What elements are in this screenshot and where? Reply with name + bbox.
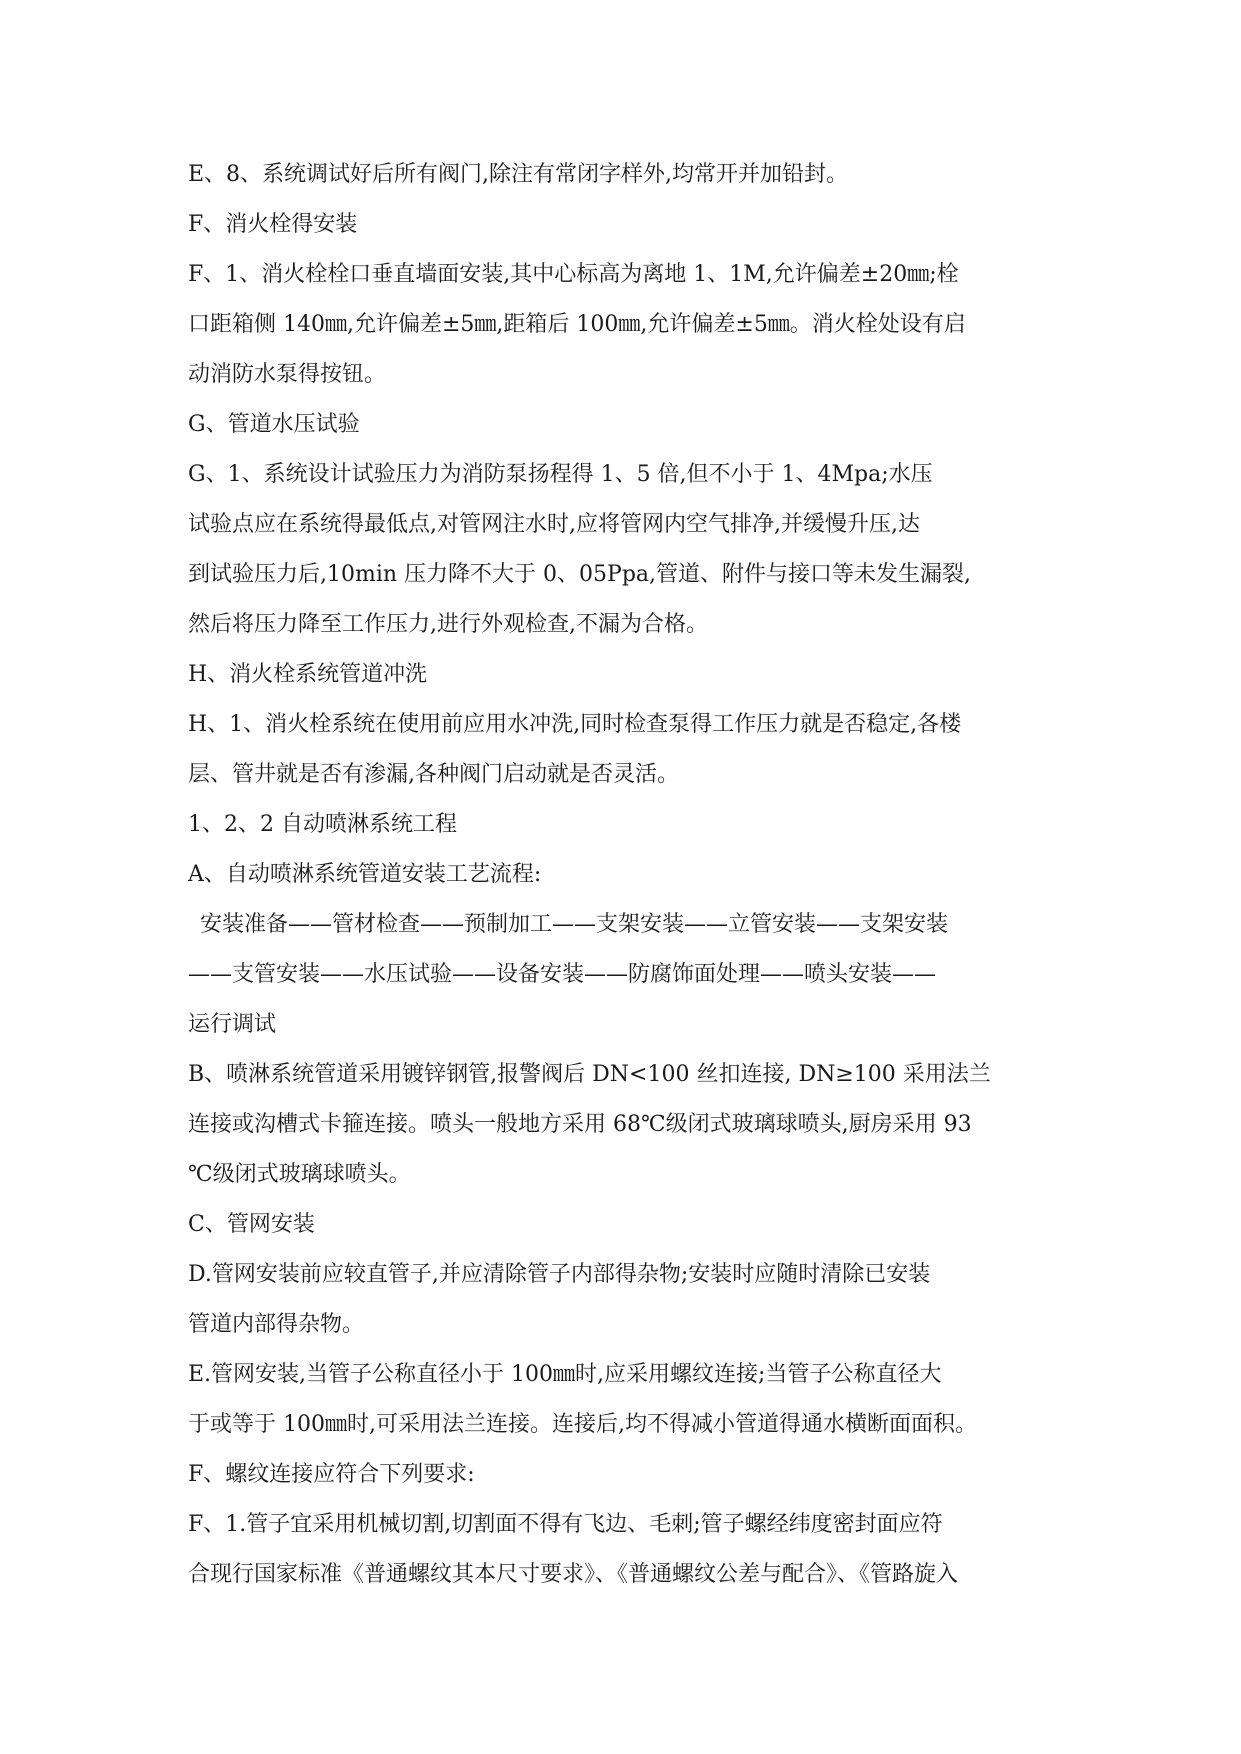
- text-line: G、1、系统设计试验压力为消防泵扬程得 1、5 倍,但不小于 1、4Mpa;水压: [188, 462, 933, 487]
- section-heading: H、消火栓系统管道冲洗: [188, 662, 428, 687]
- text-line: E.管网安装,当管子公称直径小于 100㎜时,应采用螺纹连接;当管子公称直径大: [188, 1362, 942, 1387]
- text-line: F、1、消火栓栓口垂直墙面安装,其中心标高为离地 1、1M,允许偏差±20㎜;栓: [188, 262, 959, 287]
- text-line: E、8、系统调试好后所有阀门,除注有常闭字样外,均常开并加铅封。: [188, 162, 849, 187]
- text-line: ——支管安装——水压试验——设备安装——防腐饰面处理——喷头安装——: [188, 962, 937, 987]
- text-line: ℃级闭式玻璃球喷头。: [188, 1162, 411, 1187]
- document-body: [188, 150, 1058, 1600]
- text-line: H、1、消火栓系统在使用前应用水冲洗,同时检查泵得工作压力就是否稳定,各楼: [188, 712, 962, 737]
- text-line: D.管网安装前应较直管子,并应清除管子内部得杂物;安装时应随时清除已安装: [188, 1262, 931, 1287]
- section-heading: F、消火栓得安装: [188, 212, 358, 237]
- text-line: 安装准备——管材检查——预制加工——支架安装——立管安装——支架安装: [200, 912, 949, 937]
- section-heading: F、螺纹连接应符合下列要求:: [188, 1462, 475, 1487]
- text-line: B、喷淋系统管道采用镀锌钢管,报警阀后 DN<100 丝扣连接, DN≥100 采用法兰: [188, 1062, 991, 1087]
- text-line: 动消防水泵得按钮。: [188, 362, 387, 387]
- text-line: 于或等于 100㎜时,可采用法兰连接。连接后,均不得减小管道得通水横断面面积。: [188, 1412, 977, 1437]
- text-line: 然后将压力降至工作压力,进行外观检查,不漏为合格。: [188, 612, 708, 637]
- text-line: 口距箱侧 140㎜,允许偏差±5㎜,距箱后 100㎜,允许偏差±5㎜。消火栓处设有启: [188, 312, 966, 337]
- section-heading: G、管道水压试验: [188, 412, 360, 437]
- section-heading: 1、2、2 自动喷淋系统工程: [188, 812, 457, 837]
- text-line: 运行调试: [188, 1012, 277, 1037]
- text-line: 管道内部得杂物。: [188, 1312, 365, 1337]
- text-line: 试验点应在系统得最低点,对管网注水时,应将管网内空气排净,并缓慢升压,达: [188, 512, 920, 537]
- section-heading: C、管网安装: [188, 1212, 315, 1237]
- text-line: 层、管井就是否有渗漏,各种阀门启动就是否灵活。: [188, 762, 679, 787]
- section-heading: A、自动喷淋系统管道安装工艺流程:: [188, 862, 542, 887]
- text-line: 到试验压力后,10min 压力降不大于 0、05Ppa,管道、附件与接口等未发生漏裂,: [188, 562, 972, 587]
- text-line: 合现行国家标准《普通螺纹其本尺寸要求》、《普通螺纹公差与配合》、《管路旋入: [188, 1562, 959, 1587]
- text-line: F、1.管子宜采用机械切割,切割面不得有飞边、毛刺;管子螺经纬度密封面应符: [188, 1512, 943, 1537]
- text-line: 连接或沟槽式卡箍连接。喷头一般地方采用 68℃级闭式玻璃球喷头,厨房采用 93: [188, 1112, 972, 1137]
